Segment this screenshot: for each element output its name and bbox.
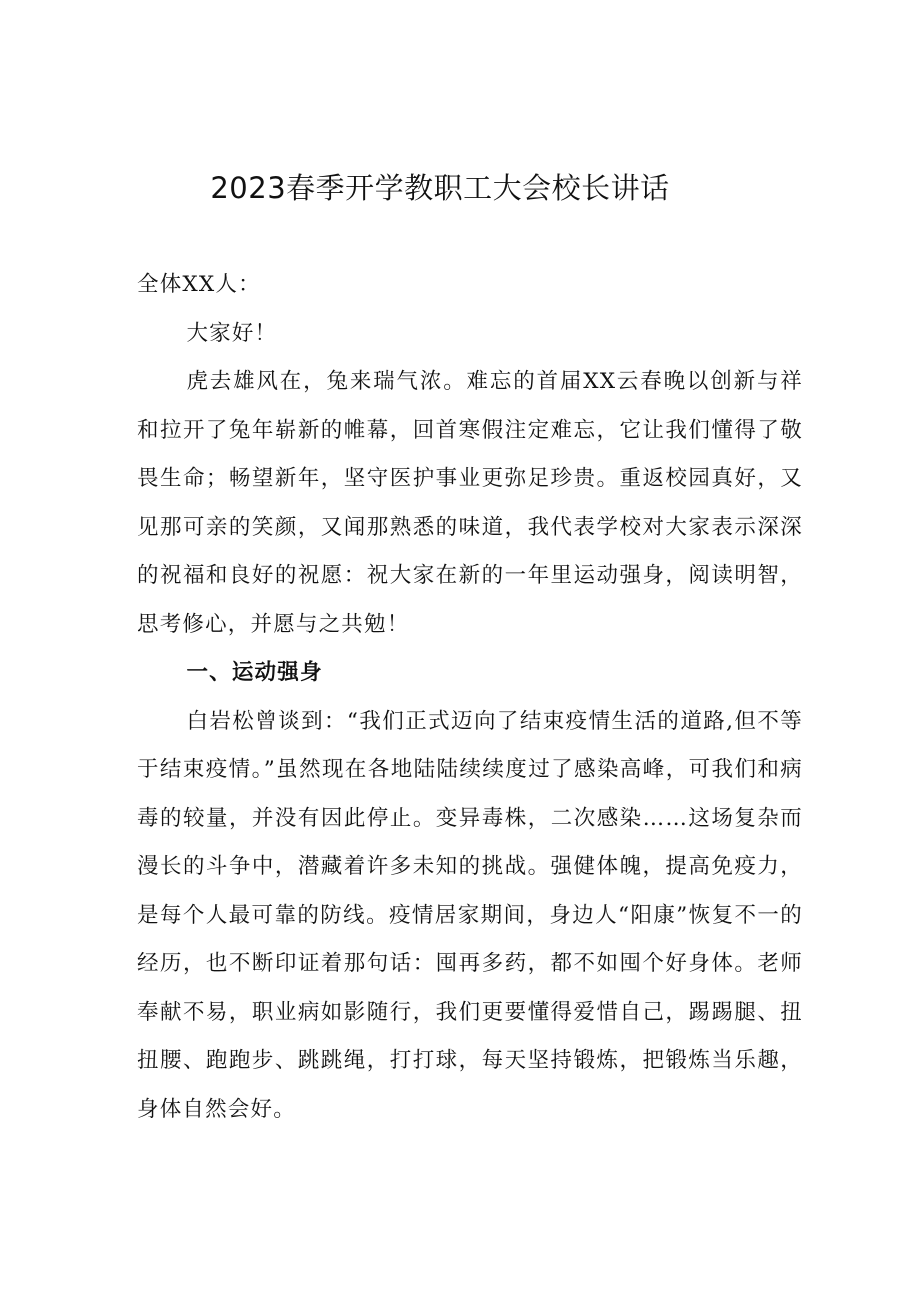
- document-title: 2023春季开学教职工大会校长讲话: [210, 171, 670, 205]
- document-body: [137, 261, 803, 1134]
- salutation: 全体XX人：: [137, 272, 261, 297]
- section-heading: 一、运动强身: [186, 660, 323, 685]
- paragraph-section-1: 白岩松曾谈到：“我们正式迈向了结束疫情生活的道路,但不等于结束疫情。”虽然现在各地陆陆续续度过了感染高峰，可我们和病毒的较量，并没有因此停止。变异毒株，二次感染……这场复杂而漫长的斗争中，潜藏着许多未知的挑战。强健体魄，提高免疫力，是每个人最可靠的防线。疫情居家期间，身边人“阳康”恢复不一的经历，也不断印证着那句话：囤再多药，都不如囤个好身体。老师奉献不易，职业病如影随行，我们更要懂得爱惜自己，踢踢腿、扭扭腰、跑跑步、跳跳绳，打打球，每天坚持锻炼，把锻炼当乐趣，身体自然会好。: [137, 708, 803, 1122]
- paragraph-intro: 虎去雄风在，兔来瑞气浓。难忘的首届XX云春晚以创新与祥和拉开了兔年崭新的帷幕，回首寒假注定难忘，它让我们懂得了敬畏生命；畅望新年，坚守医护事业更弥足珍贵。重返校园真好，又见那可亲的笑颜，又闻那熟悉的味道，我代表学校对大家表示深深的祝福和良好的祝愿：祝大家在新的一年里运动强身，阅读明智，思考修心，并愿与之共勉！: [137, 369, 803, 637]
- greeting: 大家好！: [186, 320, 278, 346]
